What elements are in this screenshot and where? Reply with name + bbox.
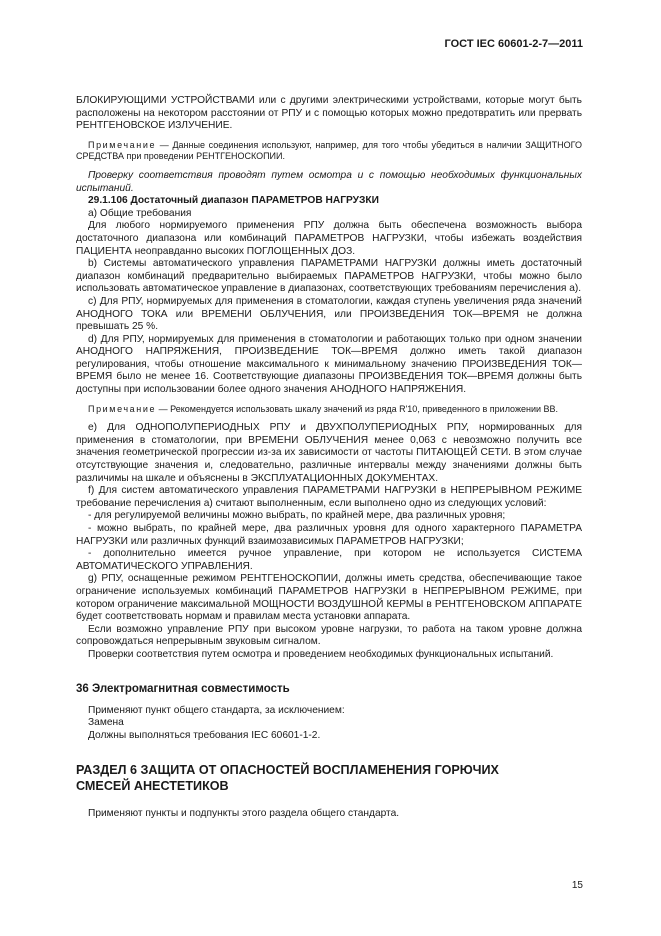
item-f-dash-1: - для регулируемой величины можно выбрать, по крайней мере, два различных уровня; xyxy=(88,510,506,522)
compliance-check-1: Проверку соответствия проводят путем осмотра и с помощью необходимых функциональных испытаний. xyxy=(76,169,582,194)
item-d: d) Для РПУ, нормируемых для применения в стоматологии и работающих только при одном значении АНОДНОГО НАПРЯЖЕНИЯ, ПРОИЗВЕДЕНИЕ ТОК—ВРЕМЯ должно иметь такой диапазон регулирования, чтобы отношение максимального к минимальному значению ПРОИЗВЕДЕНИЯ ТОК—ВРЕМЯ было не менее 16. Соответствующие диапазоны ПРОИЗВЕДЕНИЯ ТОК—ВРЕМЯ должны быть доступны при использовании более одного значения АНОДНОГО НАПРЯЖЕНИЯ. xyxy=(76,333,582,396)
note-2-text: — Рекомендуется использовать шкалу значений из ряда R'10, приведенного в приложении ВВ. xyxy=(158,403,559,414)
subclause-heading: 29.1.106 Достаточный диапазон ПАРАМЕТРОВ НАГРУЗКИ xyxy=(88,195,379,207)
part-6-heading-line-1: РАЗДЕЛ 6 ЗАЩИТА ОТ ОПАСНОСТЕЙ ВОСПЛАМЕНЕНИЯ ГОРЮЧИХ xyxy=(76,763,499,778)
section-36-line-2: Замена xyxy=(88,717,124,729)
part-6-heading xyxy=(76,762,582,794)
compliance-check-2: Проверки соответствия путем осмотра и проведением необходимых функциональных испытаний. xyxy=(88,648,554,660)
item-e: е) Для ОДНОПОЛУПЕРИОДНЫХ РПУ и ДВУХПОЛУПЕРИОДНЫХ РПУ, нормированных для применения в стоматологии, при ВРЕМЕНИ ОБЛУЧЕНИЯ менее 0,063 с невозможно получить все значения геометрической прогрессии из-за их зависимости от частоты ПИТАЮЩЕЙ СЕТИ. В этом случае отсутствующие значения и, следовательно, различные интервалы между значениями должны быть различимы на шкале и объяснены в ЭКСПЛУАТАЦИОННЫХ ДОКУМЕНТАХ. xyxy=(76,422,582,484)
note-1-text: — Данные соединения используют, например, для того чтобы убедиться в наличии ЗАЩИТНОГО СРЕДСТВА при проведении РЕНТГЕНОСКОПИИ. xyxy=(76,139,582,162)
item-c: с) Для РПУ, нормируемых для применения в стоматологии, каждая ступень увеличения ряда значений АНОДНОГО ТОКА или ВРЕМЕНИ ОБЛУЧЕНИЯ, или ПРОИЗВЕДЕНИЯ ТОК—ВРЕМЯ не должна превышать 25 %. xyxy=(76,295,582,333)
part-6-heading-line-2: СМЕСЕЙ АНЕСТЕТИКОВ xyxy=(76,779,229,794)
item-b: b) Системы автоматического управления ПАРАМЕТРАМИ НАГРУЗКИ должны иметь достаточный диапазон комбинаций предварительно выбираемых ПАРАМЕТРОВ НАГРУЗКИ, чтобы можно было использовать автоматическое управление в диапазонах, соответствующих требованиям перечисления а). xyxy=(76,258,582,295)
item-g: g) РПУ, оснащенные режимом РЕНТГЕНОСКОПИИ, должны иметь средства, обеспечивающие такое ограничение используемых комбинаций ПАРАМЕТРОВ НАГРУЗКИ в НЕПРЕРЫВНОМ РЕЖИМЕ, при котором ограничение максимальной МОЩНОСТИ ВОЗДУШНОЙ КЕРМЫ в РЕНТГЕНОВСКОМ АППАРАТЕ будет соответствовать нормам и правилам места установки аппарата. xyxy=(76,573,582,623)
note-1 xyxy=(76,140,582,163)
page-number: 15 xyxy=(571,880,583,891)
item-f-dash-3: - дополнительно имеется ручное управление, при котором не используется СИСТЕМА АВТОМАТИЧЕСКОГО УПРАВЛЕНИЯ. xyxy=(76,548,582,572)
intro-paragraph: БЛОКИРУЮЩИМИ УСТРОЙСТВАМИ или с другими электрическими устройствами, которые могут быть расположены на некотором расстоянии от РПУ и с помощью которых можно предотвратить или прервать РЕНТГЕНОВСКОЕ ИЗЛУЧЕНИЕ. xyxy=(76,95,582,132)
item-f-dash-2: - можно выбрать, по крайней мере, два различных уровня для одного характерного ПАРАМЕТРА НАГРУЗКИ или различных функций взаимозависимых ПАРАМЕТРОВ НАГРУЗКИ; xyxy=(76,523,582,547)
note-2-label: Примечание xyxy=(88,403,157,414)
section-36-line-3: Должны выполняться требования IEC 60601-1-2. xyxy=(88,729,321,741)
part-6-text: Применяют пункты и подпункты этого раздела общего стандарта. xyxy=(88,808,400,820)
item-f: f) Для систем автоматического управления ПАРАМЕТРАМИ НАГРУЗКИ в НЕПРЕРЫВНОМ РЕЖИМЕ требование перечисления а) считают выполненным, если выполнено одно из следующих условий: xyxy=(76,485,582,509)
section-36-line-1: Применяют пункт общего стандарта, за исключением: xyxy=(88,704,345,716)
note-2 xyxy=(76,404,582,416)
item-g-continued: Если возможно управление РПУ при высоком уровне нагрузки, то работа на таком уровне должна сопровождаться непрерывным звуковым сигналом. xyxy=(76,623,582,648)
page-content xyxy=(76,95,582,821)
standard-header: ГОСТ IEC 60601-2-7—2011 xyxy=(444,38,583,50)
item-a-text: Для любого нормируемого применения РПУ должна быть обеспечена возможность выбора достаточного диапазона или комбинаций ПАРАМЕТРОВ НАГРУЗКИ, чтобы избежать воздействия ПАЦИЕНТА неоправданно высоких ПОГЛОЩЕННЫХ ДОЗ. xyxy=(76,220,582,257)
item-a-title: а) Общие требования xyxy=(88,207,192,219)
section-36-heading: 36 Электромагнитная совместимость xyxy=(76,682,290,695)
note-1-label: Примечание xyxy=(88,139,157,150)
